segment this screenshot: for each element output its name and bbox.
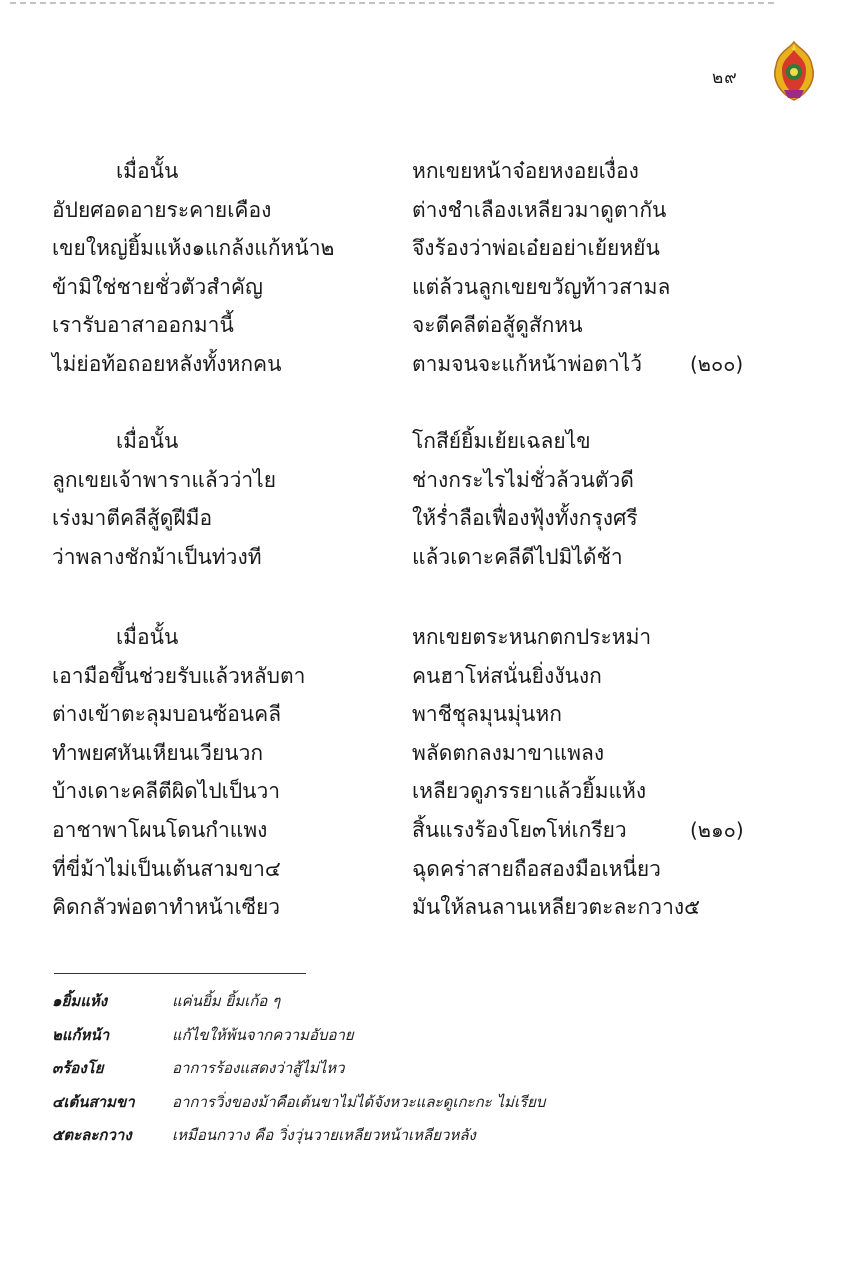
stanza-heading: เมื่อนั้น [116, 429, 179, 453]
footnote-separator [54, 973, 306, 974]
verse-right: ช่างกระไรไม่ชั่วล้วนตัวดี [412, 467, 634, 492]
verse-right: แล้วเดาะคลีดีไปมิได้ช้า [412, 544, 623, 569]
verse-right: ฉุดคร่าสายถือสองมือเหนี่ยว [412, 856, 661, 881]
footnote-definition: เหมือนกวาง คือ วิ่งวุ่นวายเหลียวหน้าเหลียวหลัง [172, 1126, 476, 1144]
footnote-term: ๔เต้นสามขา [52, 1092, 135, 1111]
stanza-heading: เมื่อนั้น [116, 625, 179, 649]
verse-right: พาชีชุลมุนมุ่นหก [412, 702, 562, 727]
footnote-definition: อาการร้องแสดงว่าสู้ไม่ไหว [172, 1059, 345, 1077]
verse-left: เร่งมาตีคลีสู้ดูฝีมือ [52, 506, 213, 531]
verse-left: เอามือขึ้นช่วยรับแล้วหลับตา [52, 663, 306, 688]
footnote-definition: อาการวิ่งของม้าคือเต้นขาไม่ได้จังหวะและดูเกะกะ ไม่เรียบ [172, 1092, 546, 1111]
verse-left: ต่างเข้าตะลุมบอนซ้อนคลี [52, 702, 282, 727]
verse-right: แต่ล้วนลูกเขยขวัญท้าวสามล [412, 274, 671, 299]
verse-left: ว่าพลางชักม้าเป็นท่วงที [52, 544, 262, 569]
verse-number: (๒๐๐) [690, 352, 744, 376]
verse-left: ทำพยศหันเหียนเวียนวก [52, 740, 264, 765]
footnote-term: ๒แก้หน้า [52, 1025, 110, 1044]
verse-right: มันให้ลนลานเหลียวตะละกวาง๕ [412, 895, 701, 920]
verse-right: ต่างชำเลืองเหลียวมาดูตากัน [412, 197, 667, 222]
verse-right: สิ้นแรงร้องโย๓โห่เกรียว [412, 818, 627, 842]
verse-left: ที่ขี่ม้าไม่เป็นเต้นสามขา๔ [52, 856, 281, 881]
footnote-term: ๑ยิ้มแห้ง [52, 992, 108, 1010]
verse-right: พลัดตกลงมาขาแพลง [412, 740, 605, 765]
page-number: ๒๙ [712, 68, 738, 88]
verse-left: ไม่ย่อท้อถอยหลังทั้งหกคน [52, 352, 282, 376]
verse-number: (๒๑๐) [690, 818, 744, 842]
stanza-heading: เมื่อนั้น [116, 159, 179, 183]
verse-left: เขยใหญ่ยิ้มแห้ง๑แกล้งแก้หน้า๒ [52, 236, 335, 261]
verse-left: อาชาพาโผนโดนกำแพง [52, 818, 268, 842]
royal-emblem-icon [770, 40, 818, 102]
verse-left: บ้างเดาะคลีตีผิดไปเป็นวา [52, 779, 281, 804]
footnote-definition: แก้ไขให้พ้นจากความอับอาย [172, 1025, 354, 1044]
top-border-decoration [0, 0, 854, 14]
verse-left: คิดกลัวพ่อตาทำหน้าเซียว [52, 895, 281, 920]
verse-left: ข้ามิใช่ชายชั่วตัวสำคัญ [52, 274, 263, 299]
verse-right: หกเขยตระหนกตกประหม่า [412, 625, 652, 649]
footnote-definition: แค่นยิ้ม ยิ้มเก้อ ๆ [172, 992, 281, 1010]
verse-right: จึงร้องว่าพ่อเอ๋ยอย่าเย้ยหยัน [412, 236, 660, 261]
verse-right: หกเขยหน้าจ๋อยหงอยเงื่อง [412, 159, 639, 183]
footnote-term: ๓ร้องโย [52, 1059, 104, 1077]
verse-left: ลูกเขยเจ้าพาราแล้วว่าไย [52, 467, 277, 492]
verse-left: เรารับอาสาออกมานี้ [52, 313, 234, 338]
verse-right: ตามจนจะแก้หน้าพ่อตาไว้ [412, 352, 642, 376]
verse-right: ให้ร่ำลือเฟื่องฟุ้งทั้งกรุงศรี [412, 506, 638, 531]
footnote-term: ๕ตะละกวาง [52, 1126, 132, 1144]
verse-right: เหลียวดูภรรยาแล้วยิ้มแห้ง [412, 779, 647, 804]
verse-left: อัปยศอดอายระคายเคือง [52, 197, 272, 222]
verse-right: คนฮาโห่สนั่นยิ่งงันงก [412, 663, 602, 688]
verse-right: จะตีคลีต่อสู้ดูสักหน [412, 313, 583, 338]
verse-right: โกสีย์ยิ้มเย้ยเฉลยไข [412, 429, 591, 453]
